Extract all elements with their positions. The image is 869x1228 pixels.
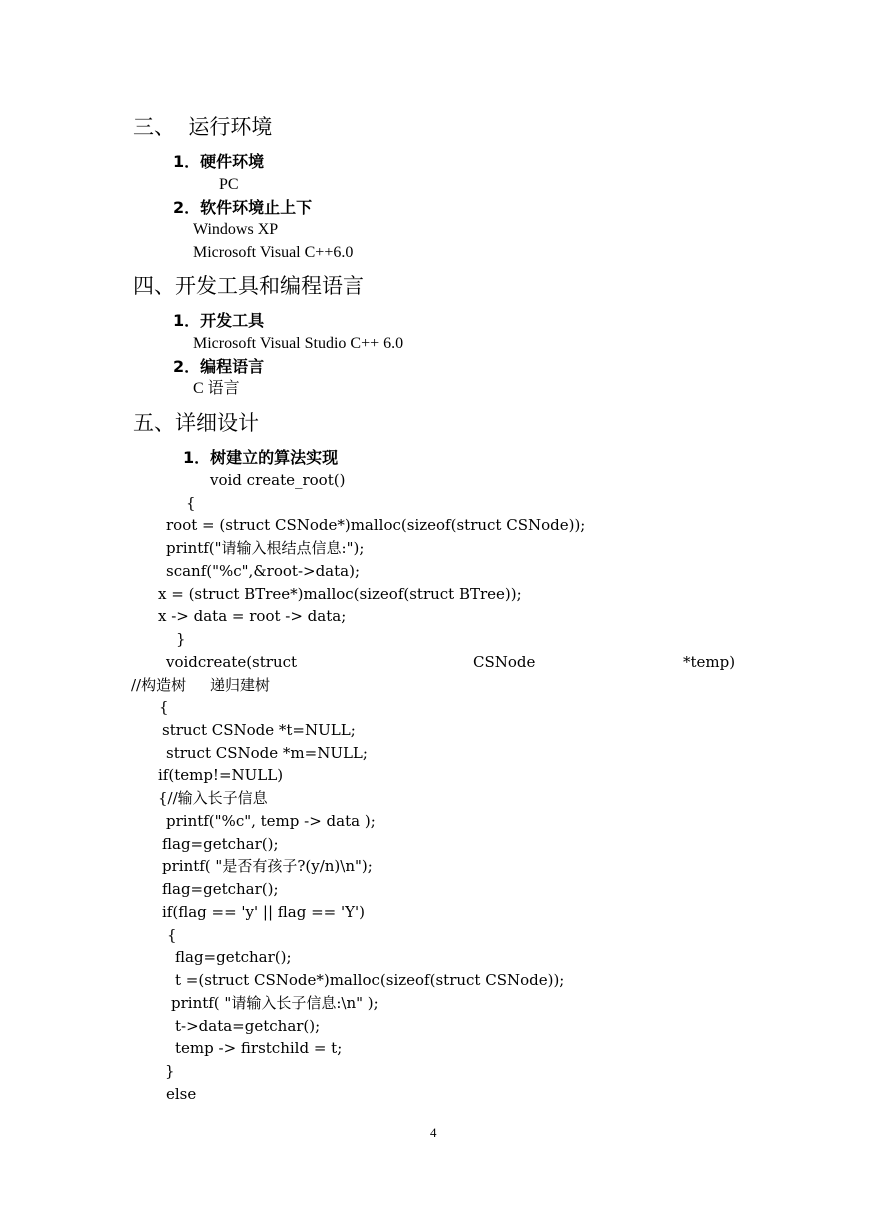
software-heading: 2．软件环境止上下: [173, 198, 313, 217]
code-line: *temp): [683, 653, 736, 671]
section-4-title: 四、开发工具和编程语言: [133, 274, 364, 298]
code-line: printf("请输入根结点信息:");: [166, 539, 365, 557]
code-line: {: [167, 926, 177, 944]
dev-tool-value: Microsoft Visual Studio C++ 6.0: [193, 335, 404, 352]
code-line: else: [166, 1085, 197, 1103]
code-line: CSNode: [473, 653, 536, 671]
code-line: {: [186, 494, 196, 512]
code-line: t =(struct CSNode*)malloc(sizeof(struct CSNode));: [175, 971, 565, 989]
code-line: flag=getchar();: [162, 835, 279, 853]
language-value: C 语言: [193, 380, 240, 397]
dev-tool-heading: 1．开发工具: [173, 311, 265, 330]
code-line: root = (struct CSNode*)malloc(sizeof(struct CSNode));: [166, 516, 586, 534]
hardware-heading: 1．硬件环境: [173, 152, 265, 171]
code-line: t->data=getchar();: [175, 1017, 321, 1035]
code-line: }: [165, 1062, 175, 1080]
code-line: voidcreate(struct: [166, 653, 298, 671]
code-line: if(temp!=NULL): [158, 766, 284, 784]
software-value-ide: Microsoft Visual C++6.0: [193, 244, 354, 261]
code-line: x -> data = root -> data;: [158, 607, 347, 625]
code-comment: //构造树 递归建树: [131, 676, 270, 694]
code-line: void create_root(): [210, 471, 346, 489]
language-heading: 2．编程语言: [173, 357, 265, 376]
code-line: printf( "请输入长子信息:\n" );: [171, 994, 379, 1012]
section-3-title: 三、 运行环境: [133, 115, 273, 139]
code-line: x = (struct BTree*)malloc(sizeof(struct BTree));: [158, 585, 522, 603]
page-number: 4: [430, 1125, 437, 1140]
software-value-os: Windows XP: [193, 221, 279, 238]
code-line: }: [176, 630, 186, 648]
section-5-title: 五、详细设计: [133, 411, 259, 435]
code-line: flag=getchar();: [175, 948, 292, 966]
code-line: struct CSNode *t=NULL;: [162, 721, 356, 739]
code-line: {: [159, 698, 169, 716]
code-line: {//输入长子信息: [158, 789, 268, 807]
code-line: printf("%c", temp -> data );: [166, 812, 376, 830]
code-line: printf( "是否有孩子?(y/n)\n");: [162, 857, 373, 875]
tree-build-heading: 1．树建立的算法实现: [183, 448, 339, 467]
code-line: if(flag == 'y' || flag == 'Y'): [162, 903, 366, 921]
code-line: flag=getchar();: [162, 880, 279, 898]
code-line: struct CSNode *m=NULL;: [166, 744, 368, 762]
hardware-value: PC: [219, 176, 239, 193]
code-line: scanf("%c",&root->data);: [166, 562, 360, 580]
code-line: temp -> firstchild = t;: [175, 1039, 343, 1057]
